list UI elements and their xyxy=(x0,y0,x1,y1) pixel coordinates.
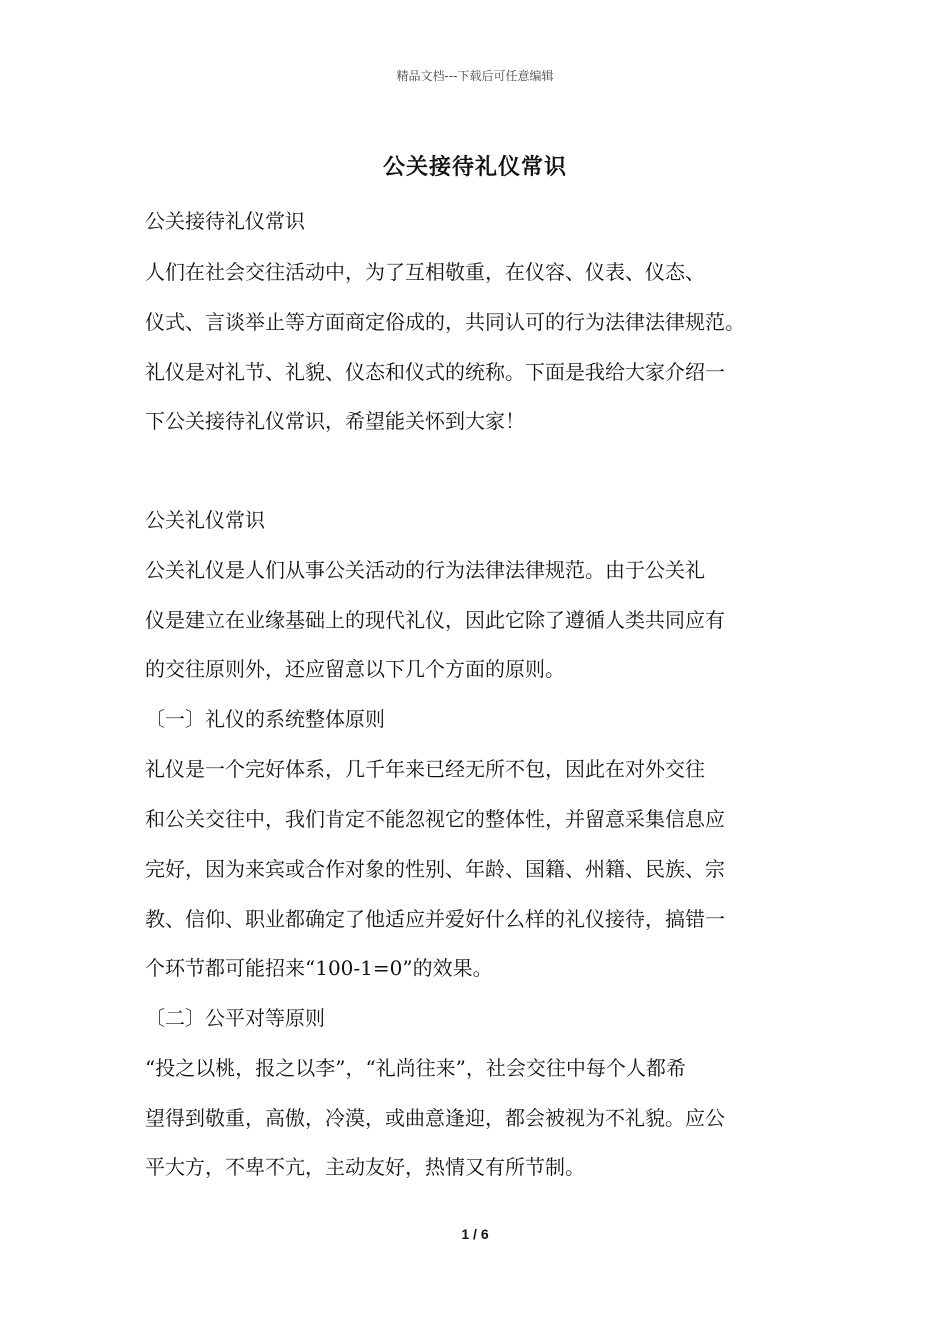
paragraph-line: 望得到敬重，高傲，冷漠，或曲意逢迎，都会被视为不礼貌。应公 xyxy=(145,1106,725,1130)
paragraph-line: 个环节都可能招来“100-1=0”的效果。 xyxy=(145,956,493,980)
paragraph-line: 完好，因为来宾或合作对象的性别、年龄、国籍、州籍、民族、宗 xyxy=(145,857,725,881)
paragraph-line: 人们在社会交往活动中，为了互相敬重，在仪容、仪表、仪态、 xyxy=(145,260,705,284)
paragraph-line: 仪是建立在业缘基础上的现代礼仪，因此它除了遵循人类共同应有 xyxy=(145,608,725,632)
paragraph-line: 下公关接待礼仪常识，希望能关怀到大家！ xyxy=(145,409,525,433)
document-title: 公关接待礼仪常识 xyxy=(382,154,567,180)
paragraph-line: 的交往原则外，还应留意以下几个方面的原则。 xyxy=(145,657,565,681)
paragraph-line: 平大方，不卑不亢，主动友好，热情又有所节制。 xyxy=(145,1155,585,1179)
paragraph-line: 礼仪是对礼节、礼貌、仪态和仪式的统称。下面是我给大家介绍一 xyxy=(145,360,725,384)
section-heading-pr-etiquette: 公关礼仪常识 xyxy=(145,508,265,532)
section-heading-intro: 公关接待礼仪常识 xyxy=(145,209,305,233)
page-number: 1 / 6 xyxy=(461,1226,489,1242)
paragraph-line: 教、信仰、职业都确定了他适应并爱好什么样的礼仪接待，搞错一 xyxy=(145,907,725,931)
subsection-heading-1: 〔一〕礼仪的系统整体原则 xyxy=(145,707,385,731)
header-note: 精品文档---下载后可任意编辑 xyxy=(396,69,554,83)
paragraph-line: 公关礼仪是人们从事公关活动的行为法律法律规范。由于公关礼 xyxy=(145,558,705,582)
paragraph-line: 仪式、言谈举止等方面商定俗成的，共同认可的行为法律法律规范。 xyxy=(145,310,745,334)
paragraph-line: “投之以桃，报之以李”，“礼尚往来”，社会交往中每个人都希 xyxy=(145,1056,686,1080)
paragraph-line: 和公关交往中，我们肯定不能忽视它的整体性，并留意采集信息应 xyxy=(145,807,725,831)
paragraph-line: 礼仪是一个完好体系，几千年来已经无所不包，因此在对外交往 xyxy=(145,757,705,781)
subsection-heading-2: 〔二〕公平对等原则 xyxy=(145,1006,325,1030)
